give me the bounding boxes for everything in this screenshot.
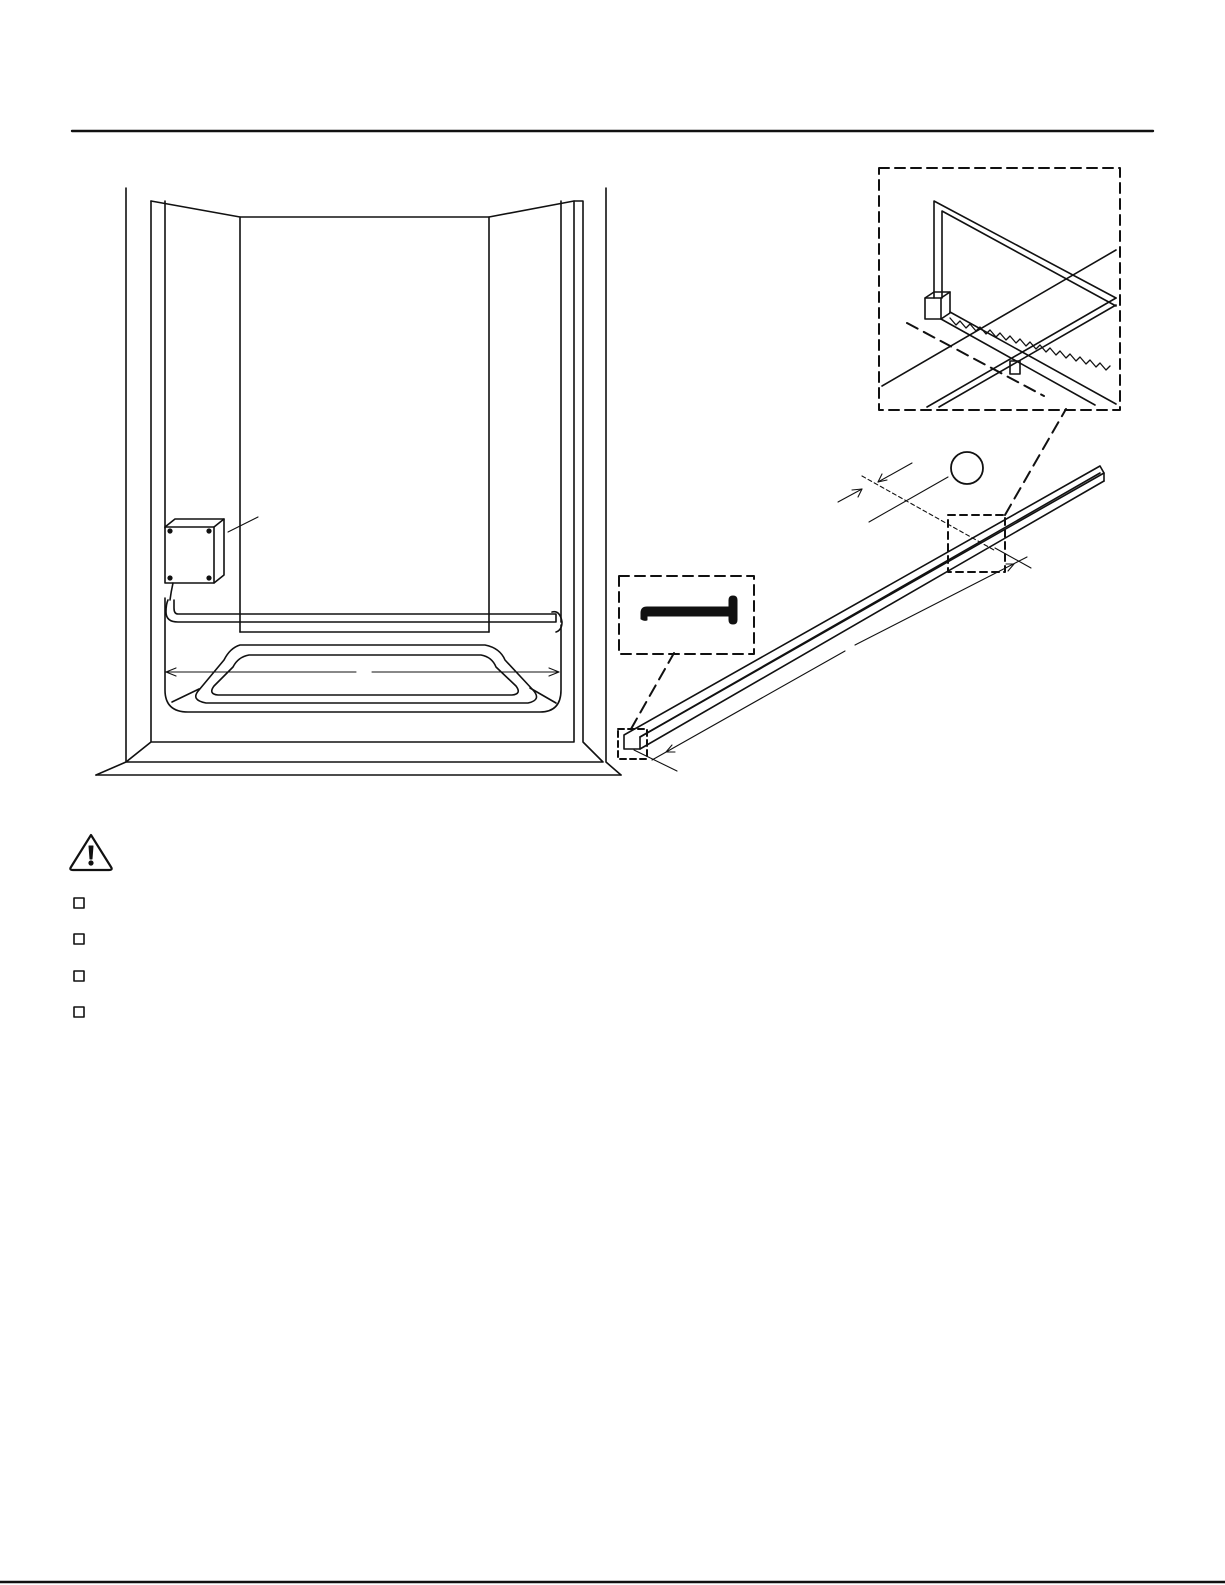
guide-strip-edge [640,473,1100,737]
offset-dimension [838,463,994,550]
caution-icon [70,835,111,870]
horizontal-rail [166,600,562,632]
measuring-guide-illustration [618,409,1104,771]
shower-base-floor-inner [212,655,519,695]
back-panel [240,217,489,632]
alcove-right-wall [606,188,621,775]
strip-profile-shape [641,596,737,624]
base-corner-left [172,689,199,702]
alcove-left-wall [96,188,126,775]
detail-end-block [925,292,950,319]
checklist-box-4[interactable] [74,1007,84,1017]
enclosure-outer [126,201,603,762]
power-box-leader-line [228,517,258,532]
cut-detail-callout [879,168,1120,410]
power-cord [170,583,173,600]
checklist-box-2[interactable] [74,934,84,944]
checklist-box-3[interactable] [74,971,84,981]
step-marker-circle [951,452,983,484]
callout-connector-profile [631,653,674,729]
shower-enclosure-illustration [96,188,621,775]
checklist-box-1[interactable] [74,898,84,908]
detail-frame-rail [934,201,1116,306]
length-dimension-line [634,548,1031,771]
profile-callout [619,576,754,654]
power-box [165,519,224,600]
